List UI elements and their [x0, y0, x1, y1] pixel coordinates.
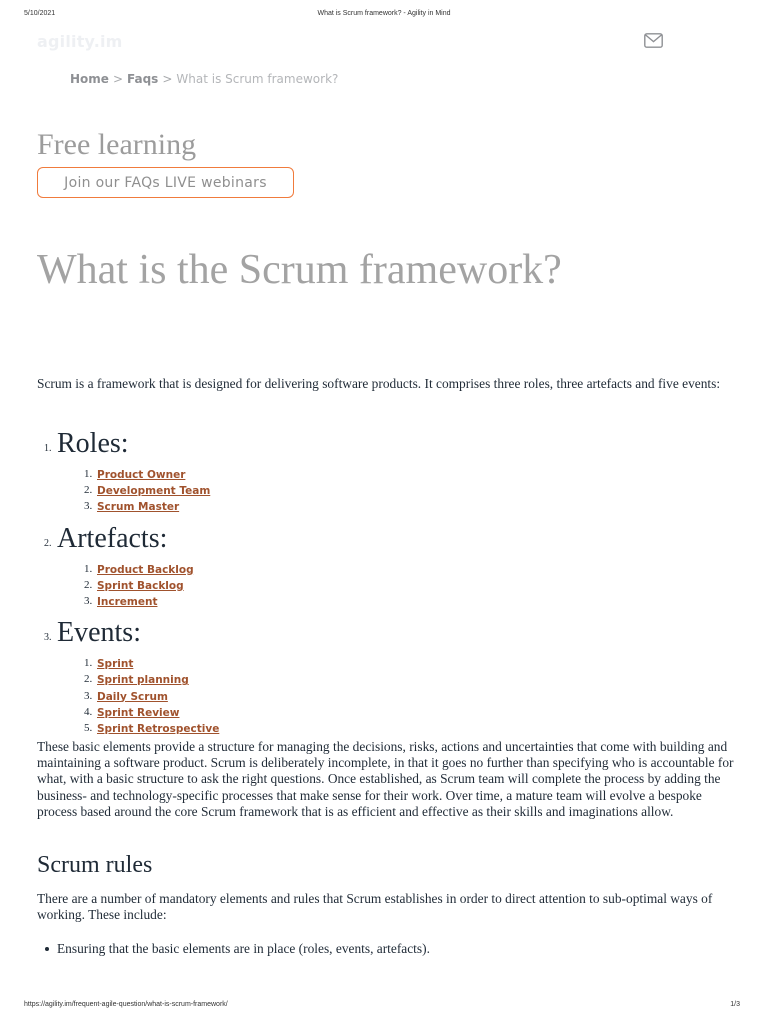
list-item: [57, 561, 737, 577]
item-number: 5.: [84, 721, 93, 734]
sprint-planning-link[interactable]: Sprint planning: [97, 674, 189, 687]
item-number: 1.: [84, 657, 93, 670]
list-item: [57, 688, 737, 704]
item-number: 3.: [84, 500, 93, 513]
section-heading-artefacts: Artefacts:: [57, 522, 168, 554]
list-item: [57, 720, 737, 736]
list-item: [57, 498, 737, 514]
section-roles: [37, 422, 737, 515]
print-page-title: What is Scrum framework? - Agility in Mind: [317, 10, 451, 17]
section-heading-events: Events:: [57, 617, 141, 649]
sprint-retrospective-link[interactable]: Sprint Retrospective: [97, 722, 220, 735]
item-number: 1.: [84, 562, 93, 575]
section-artefacts: [37, 517, 737, 610]
breadcrumb-separator: >: [162, 72, 173, 86]
scrum-rules-paragraph: There are a number of mandatory elements and rules that Scrum establishes in order to direct attention to sub-optimal ways of working. These include:: [37, 891, 713, 923]
list-item: [57, 593, 737, 609]
item-number: 4.: [84, 705, 93, 718]
list-item: [57, 466, 737, 482]
development-team-link[interactable]: Development Team: [97, 485, 211, 498]
join-webinars-button[interactable]: Join our FAQs LIVE webinars: [37, 167, 294, 198]
print-header: [0, 10, 768, 22]
section-events: [37, 611, 737, 736]
free-learning-heading: Free learning: [37, 128, 197, 161]
print-url: https://agility.im/frequent-agile-question/what-is-scrum-framework/: [24, 1001, 228, 1008]
intro-paragraph: Scrum is a framework that is designed for delivering software products. It comprises three roles, three artefacts and five events:: [37, 376, 721, 391]
breadcrumb-separator: >: [112, 72, 123, 86]
body-paragraph: These basic elements provide a structure for managing the decisions, risks, actions and uncertainties that come with building and maintaining a software product. Scrum is deliberately incomplete, in that it goes no further than specifying who is accountable for what, with a basic structure to ask the right questions. Once established, as Scrum team will complete the process by adding the business- and technology-specific processes that make sense for their work. Over time, a mature team will evolve a bespoke process based around the core Scrum framework that is as efficient and effective as their skills and imaginations allow.: [37, 739, 734, 819]
scrum-master-link[interactable]: Scrum Master: [97, 501, 180, 514]
list-item: [57, 704, 737, 720]
section-number: 2.: [44, 537, 52, 549]
item-number: 2.: [84, 578, 93, 591]
sprint-review-link[interactable]: Sprint Review: [97, 706, 180, 719]
list-item: [57, 671, 737, 687]
item-number: 3.: [84, 689, 93, 702]
list-item: Ensuring that the basic elements are in place (roles, events, artefacts).: [37, 940, 737, 958]
sprint-link[interactable]: Sprint: [97, 658, 134, 671]
list-item: [57, 482, 737, 498]
sprint-backlog-link[interactable]: Sprint Backlog: [97, 579, 184, 592]
item-number: 3.: [84, 594, 93, 607]
list-item: [57, 655, 737, 671]
events-list: [57, 655, 737, 736]
increment-link[interactable]: Increment: [97, 595, 158, 608]
scrum-elements-list: [37, 422, 737, 738]
section-heading-roles: Roles:: [57, 428, 129, 459]
breadcrumb-current: What is Scrum framework?: [176, 72, 339, 86]
list-item: [57, 577, 737, 593]
item-number: 1.: [84, 468, 93, 480]
daily-scrum-link[interactable]: Daily Scrum: [97, 690, 168, 703]
item-number: 2.: [84, 484, 93, 497]
page-title: What is the Scrum framework?: [37, 247, 562, 293]
section-number: 1.: [44, 443, 52, 454]
print-footer: [0, 1001, 768, 1013]
site-logo[interactable]: agility.im: [37, 32, 123, 51]
breadcrumb-home-link[interactable]: Home: [70, 72, 109, 86]
print-page-number: 1/3: [730, 1001, 740, 1008]
roles-list: [57, 466, 737, 515]
envelope-icon[interactable]: [644, 33, 663, 48]
scrum-rules-list: [37, 940, 737, 958]
breadcrumb-faqs-link[interactable]: Faqs: [127, 72, 159, 86]
item-number: 2.: [84, 673, 93, 686]
scrum-rules-heading: Scrum rules: [37, 852, 153, 878]
breadcrumb: [70, 72, 338, 86]
product-backlog-link[interactable]: Product Backlog: [97, 563, 194, 576]
product-owner-link[interactable]: Product Owner: [97, 469, 186, 481]
print-date: 5/10/2021: [24, 10, 56, 17]
section-number: 3.: [44, 632, 52, 644]
artefacts-list: [57, 561, 737, 610]
